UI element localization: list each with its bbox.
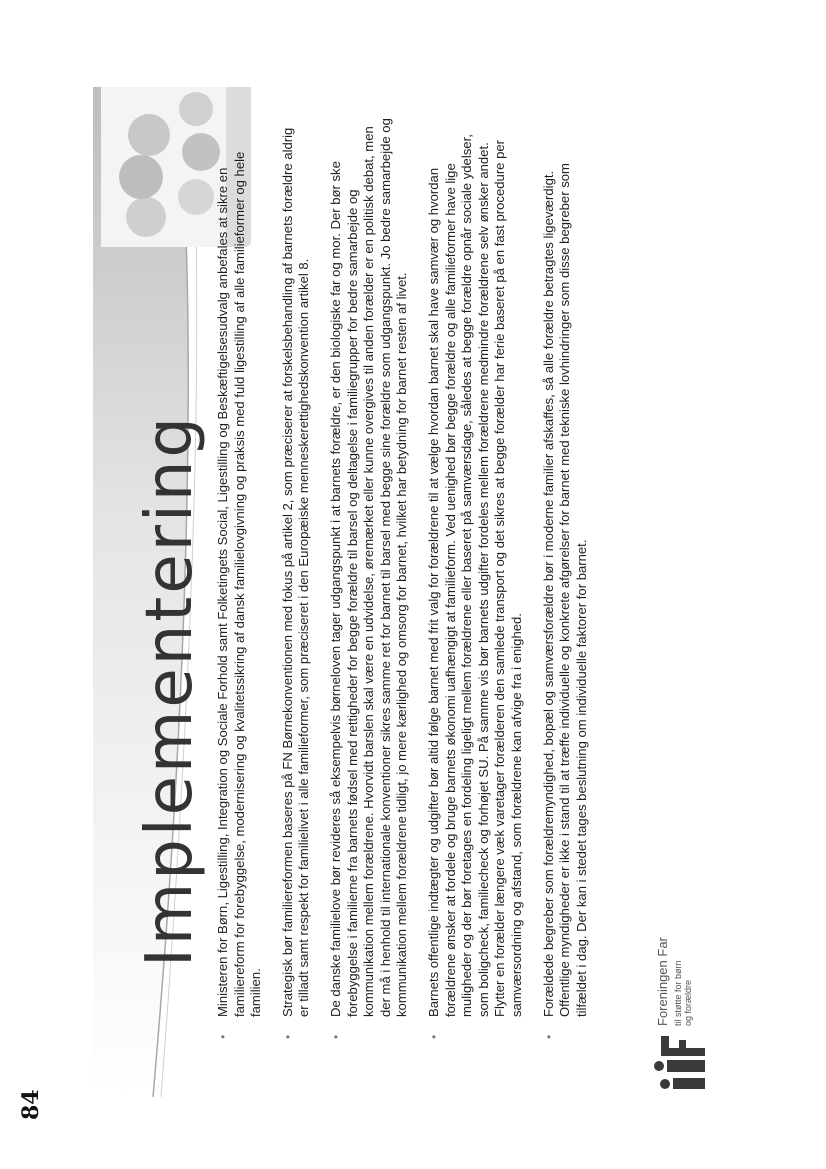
bullet-dot-icon: • bbox=[426, 1034, 441, 1039]
presentation-slide bbox=[93, 87, 713, 1097]
organization-logo bbox=[651, 937, 713, 1092]
bullet-item bbox=[328, 114, 411, 1039]
bullet-text: De danske familielove bør revideres så eksempelvis børneloven tager udgangspunkt i at barnets forældre, er den biologiske far og mor. Der bør ske forebyggelse i familierne fra barnets fødsel med rettigheder for begge forældre til barsel og deltagelse i familiegrupper for bedre samarbejde og kommunikation mellem forældrene. Hvorvidt barslen skal være en udvidelse, øremærket eller kunne overgives til anden forælder er en politisk debat, men der må i henhold til internationale konventioner sikres samme ret for barnet til barsel med begge sine forældre som udgangspunkt. Jo bedre samarbejde og kommunikation mellem forældrene tidligt, jo mere kærlighed og omsorg for barnet, hvilket har betydning for barnet resten af livet. bbox=[327, 118, 410, 1017]
bullet-text: Forældede begreber som forældremyndighed, bopæl og samværsforældre bør i moderne familier afskaffes, så alle forældre betragtes ligeværdigt. Offentlige myndigheder er ikke i stand til at træffe individuelle og konkrete afgørelser for barnet med tekniske lovhindringer som disse begreber som tilfældet i dag. Der kan i stedet tages beslutning om individuelle faktorer for barnet. bbox=[540, 163, 589, 1017]
organization-tagline: og forældre bbox=[683, 979, 693, 1026]
bullet-item bbox=[280, 114, 313, 1039]
bullet-dot-icon: • bbox=[328, 1034, 343, 1039]
bullet-text: Barnets offentlige indtægter og udgifter bør altid følge barnet med frit valg for forældrene til at vælge hvordan barnet skal have samvær og hvordan forældrene ønsker at fordele og bruge barnets økonomi uafhængigt at familieform. Ved uenighed bør begge forældre og alle familieformer have lige muligheder og der bør foretages en fordeling ligeligt mellem forældrene eller baseret på samværsdage, således at begge forældre opnår sociale ydelser, som boligcheck, familiecheck og forhøjet SU. På samme vis bør barnets udgifter fordeles mellem forældrene medmindre forældrene selv ønsker andet. Flytter en forælder længere væk varetager forælderen den samlede transport og det sikres at begge forælder har ferie baseret på en fast procedure per samværsordning og afstand, som forældrene kan afvige fra i enighed. bbox=[425, 134, 524, 1017]
organization-name: Foreningen Far bbox=[655, 937, 670, 1026]
bullet-dot-icon: • bbox=[541, 1034, 556, 1039]
bullet-text: Ministeren for Børn, Ligestilling, Integration og Sociale Forhold samt Folketingets Social, Ligestilling og Beskæftigelsesudvalg anbefales at sikre en familiereform for forebyggelse, modernisering og kvalitetssikring af dansk familielovgivning og praksis med fuld ligestilling af alle familieformer og hele familien. bbox=[215, 151, 264, 1017]
bullet-item bbox=[541, 114, 591, 1039]
bullet-item bbox=[426, 114, 526, 1039]
bullet-text: Strategisk bør familiereformen baseres på FN Børnekonventionen med fokus på artikel 2, som præciserer at forskelsbehandling af barnets forældre aldrig er tilladt samt respekt for familielivet i alle familieformer, som præciseret i den Europæiske menneskerettighedskonvention artikel 8. bbox=[279, 127, 312, 1017]
bullet-list bbox=[215, 114, 605, 1039]
page-number: 84 bbox=[18, 1089, 44, 1120]
family-logo-icon bbox=[651, 1032, 707, 1092]
bullet-item bbox=[215, 114, 265, 1039]
bullet-dot-icon: • bbox=[216, 1034, 230, 1039]
bullet-dot-icon: • bbox=[280, 1034, 295, 1039]
slide-title: Implementering bbox=[133, 413, 207, 967]
organization-tagline: til støtte for børn bbox=[673, 960, 683, 1026]
